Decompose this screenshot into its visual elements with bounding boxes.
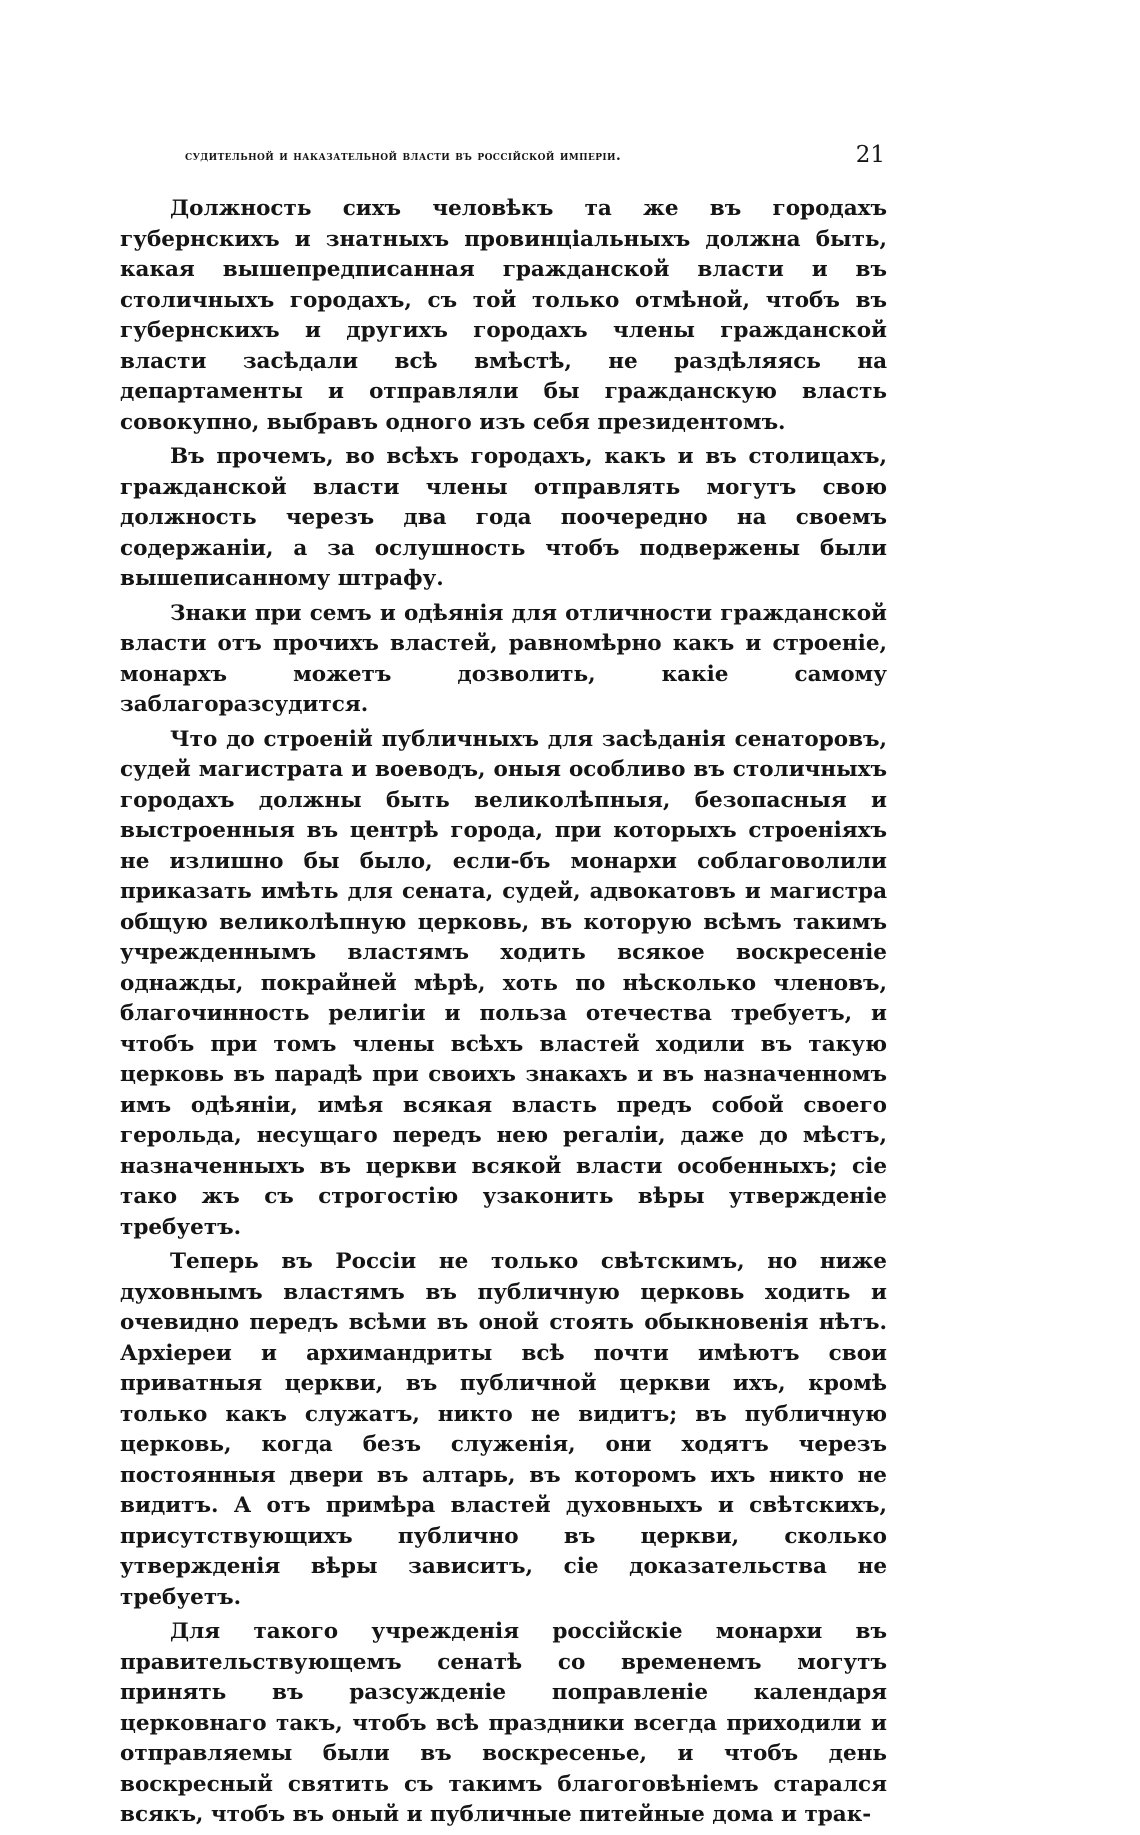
paragraph: Что до строеній публичныхъ для засѣданія сенаторовъ, судей магистрата и воеводъ, оныя особливо въ столичныхъ городахъ должны быть великолѣпныя, безопасныя и выстроенныя въ центрѣ города, при которыхъ строеніяхъ не излишно бы было, если-бъ монархи соблаговолили приказать имѣть для сената, судей, адвокатовъ и магистра общую великолѣпную церковь, въ которую всѣмъ такимъ учрежденнымъ властямъ ходить всякое воскресеніе однажды, покрайней мѣрѣ, хоть по нѣсколько членовъ, благочинность религіи и польза отечества требуетъ, и чтобъ при томъ члены всѣхъ властей ходили въ такую церковь въ парадѣ при своихъ знакахъ и въ назначенномъ имъ одѣяніи, имѣя всякая власть предъ собой своего герольда, несущаго передъ нею регаліи, даже до мѣстъ, назначенныхъ въ церкви всякой власти особенныхъ; сіе тако жъ съ строгостію узаконить вѣры утвержденіе требуетъ.	[120, 726, 887, 1240]
paragraph: Въ прочемъ, во всѣхъ городахъ, какъ и въ столицахъ, гражданской власти члены отправлять могутъ свою должность черезъ два года поочередно на своемъ содержаніи, а за ослушность чтобъ подвержены были вышеписанному штрафу.	[120, 444, 887, 591]
body-text	[120, 194, 887, 1835]
paragraph: Знаки при семъ и одѣянія для отличности гражданской власти отъ прочихъ властей, равномѣрно какъ и строеніе, монархъ можетъ дозволить, какіе самому заблагоразсудится.	[120, 600, 887, 717]
paragraph: Теперь въ Россіи не только свѣтскимъ, но ниже духовнымъ властямъ въ публичную церковь ходить и очевидно передъ всѣми въ оной стоять обыкновенія нѣтъ. Архіереи и архимандриты всѣ почти имѣютъ свои приватныя церкви, въ публичной церкви ихъ, кромѣ только какъ служатъ, никто не видитъ; въ публичную церковь, когда безъ служенія, они ходятъ черезъ постоянныя двери въ алтарь, въ которомъ ихъ никто не видитъ. А отъ примѣра властей духовныхъ и свѣтскихъ, присутствующихъ публично въ церкви, сколько утвержденія вѣры зависитъ, сіе доказательства не требуетъ.	[120, 1249, 887, 1610]
paragraph: Должность сихъ человѣкъ та же въ городахъ губернскихъ и знатныхъ провинціальныхъ должна быть, какая вышепредписанная гражданской власти и въ столичныхъ городахъ, съ той только отмѣной, чтобъ въ губернскихъ и другихъ городахъ члены гражданской власти засѣдали всѣ вмѣстѣ, не раздѣляясь на департаменты и отправляли бы гражданскую власть совокупно, выбравъ одного изъ себя президентомъ.	[120, 196, 887, 435]
paragraph: Для такого учрежденія россійскіе монархи въ правительствующемъ сенатѣ со временемъ могутъ принять въ разсужденіе поправленіе календаря церковнаго такъ, чтобъ всѣ праздники всегда приходили и отправляемы были въ воскресенье, и чтобъ день воскресный святить съ такимъ благоговѣніемъ старался всякъ, чтобъ въ оный и публичные питейные дома и трак-	[120, 1619, 887, 1827]
running-title: судительной и наказательной власти въ россійской имперіи.	[185, 148, 622, 164]
page-header	[185, 142, 885, 182]
page-number: 21	[855, 142, 885, 168]
